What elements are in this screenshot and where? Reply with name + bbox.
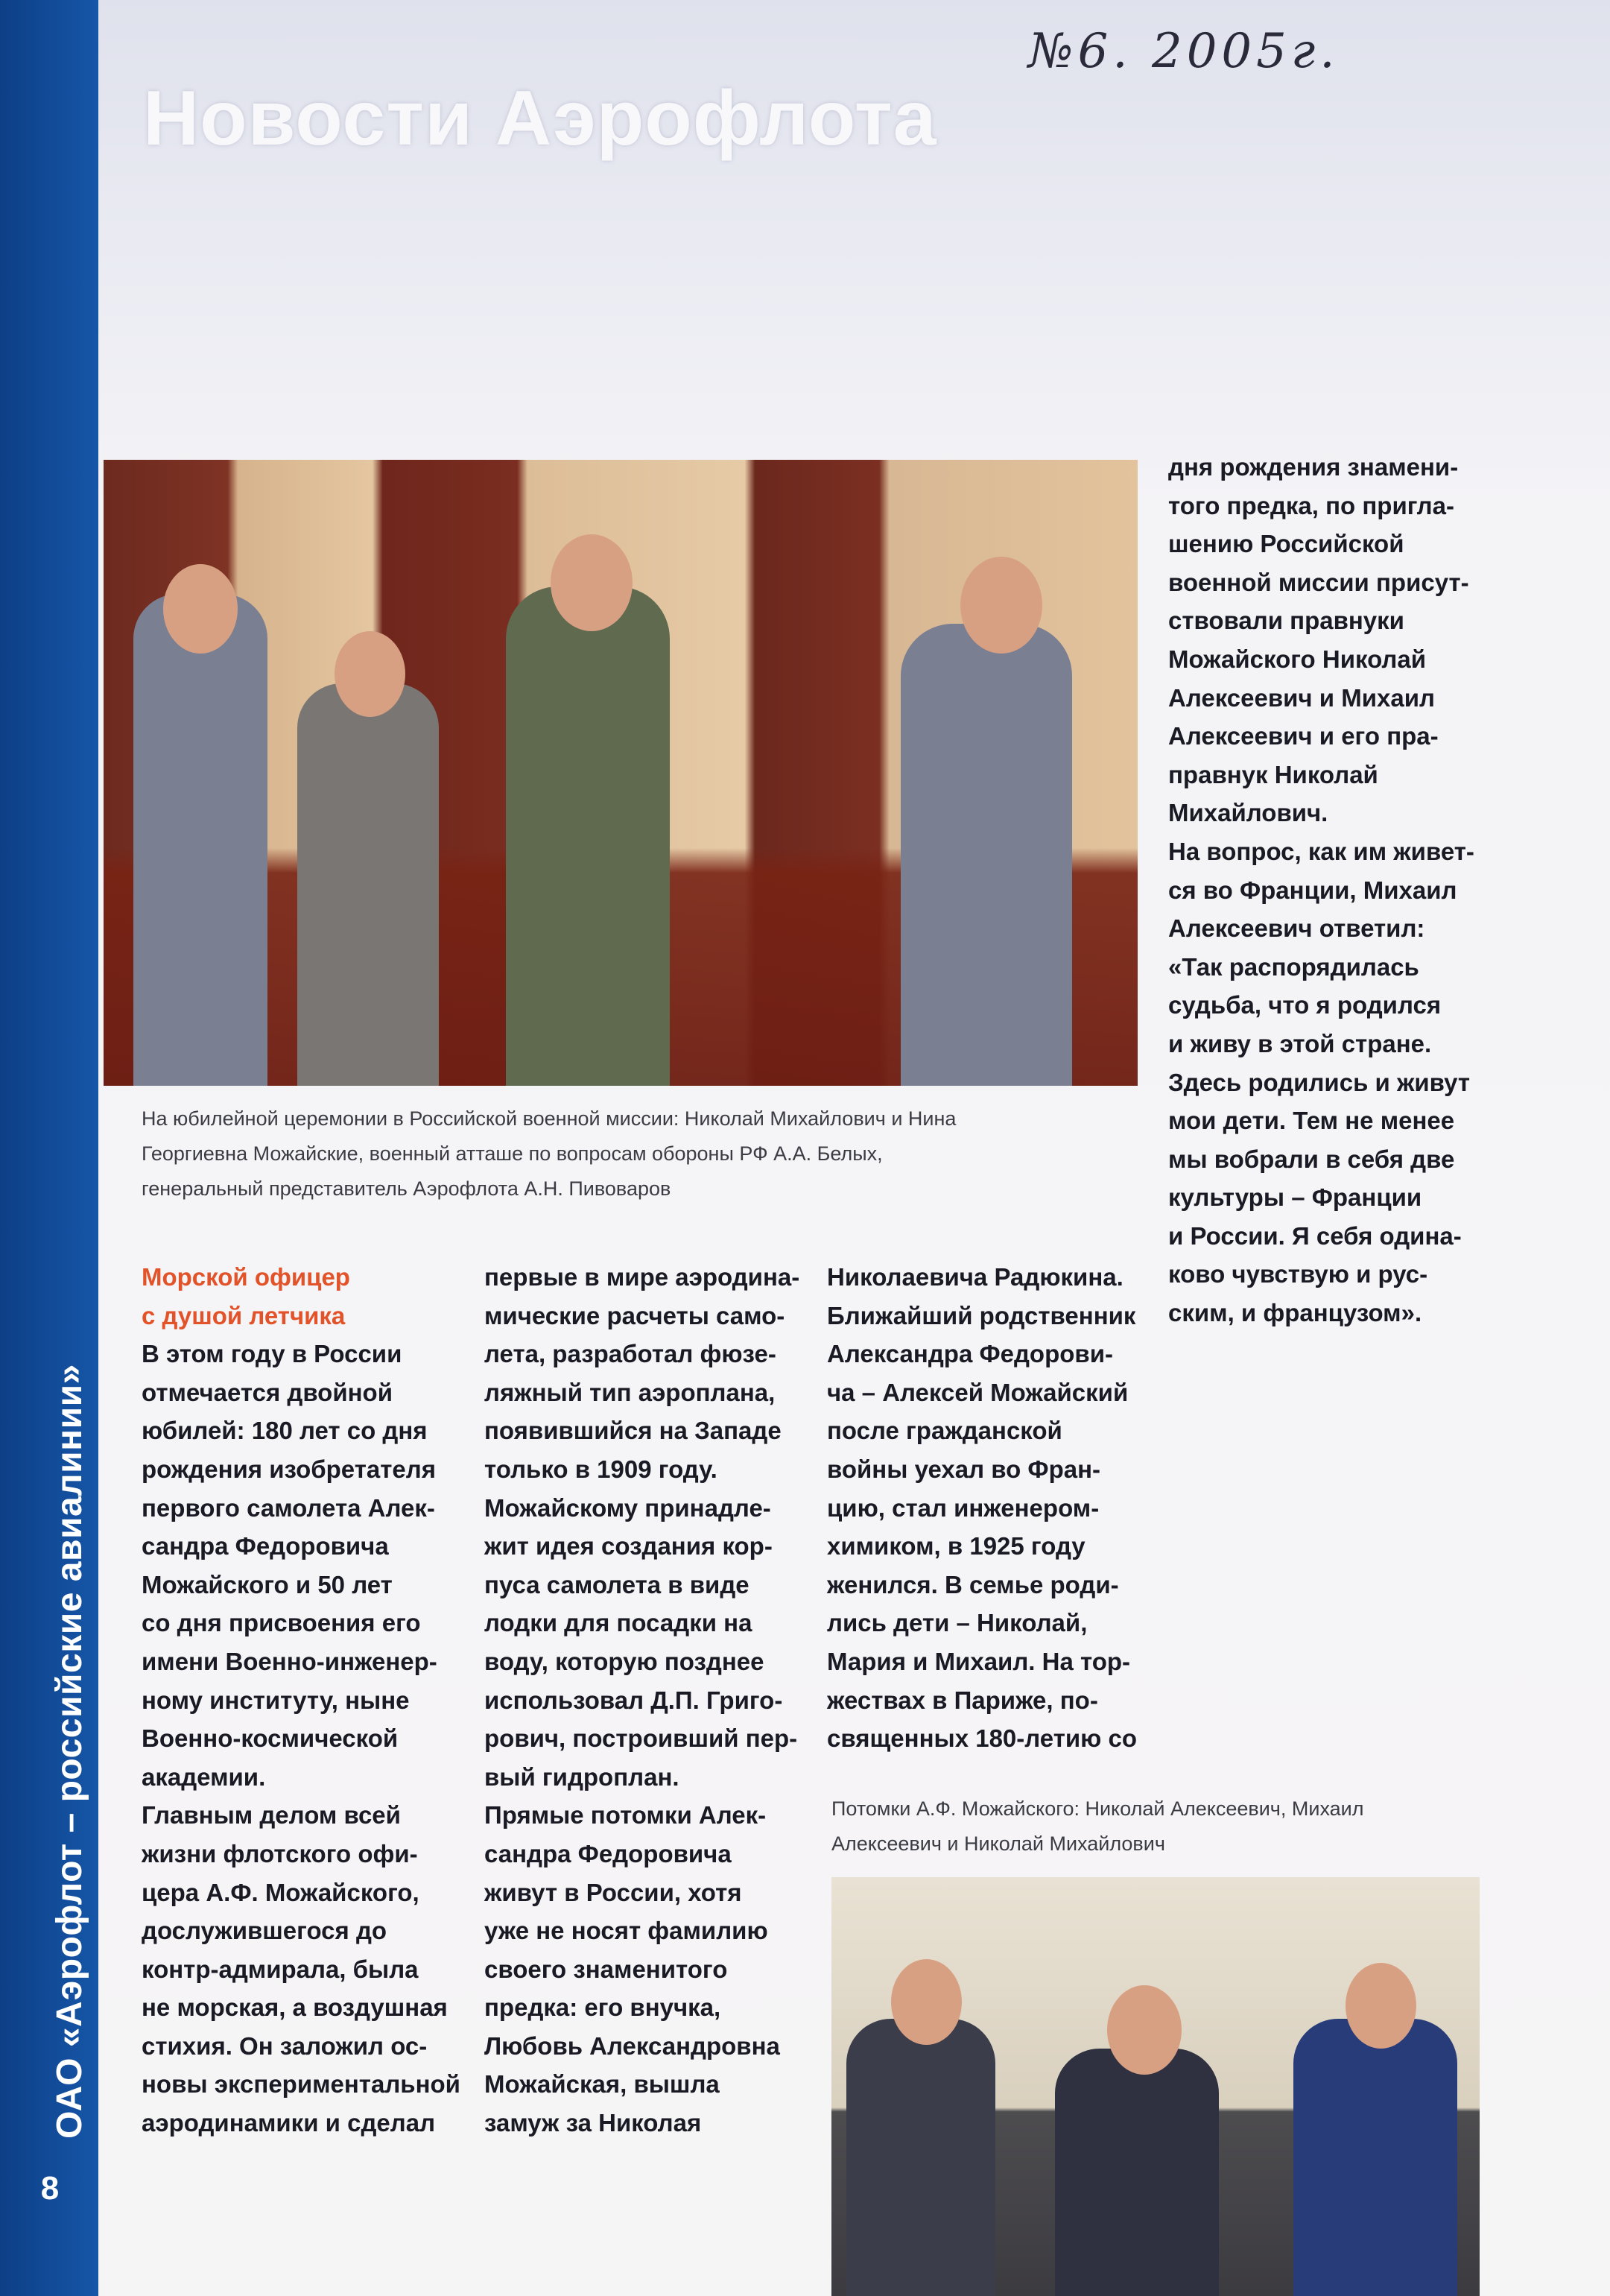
text-line: рович, построивший пер- <box>484 1724 798 1753</box>
text-line: академии. <box>142 1762 266 1791</box>
text-line: Любовь Александровна <box>484 2031 780 2060</box>
text-line: вый гидроплан. <box>484 1762 679 1791</box>
person-silhouette <box>846 2019 995 2296</box>
text-line: Можайского Николай <box>1168 645 1427 673</box>
person-silhouette <box>1293 2019 1457 2296</box>
text-line: дослужившегося до <box>142 1917 387 1945</box>
text-line: культуры – Франции <box>1168 1183 1422 1212</box>
page-number: 8 <box>40 2170 60 2207</box>
photo-2-caption <box>831 1791 1487 1862</box>
text-line: живут в России, хотя <box>484 1878 742 1906</box>
person-face <box>335 631 405 717</box>
text-line: цию, стал инженером- <box>827 1493 1100 1522</box>
text-line: своего знаменитого <box>484 1955 728 1983</box>
text-line: жизни флотского офи- <box>142 1839 418 1868</box>
text-line: ствовали правнуки <box>1168 607 1404 635</box>
text-line: предка: его внучка, <box>484 1993 721 2022</box>
article-column-3 <box>827 1258 1147 1758</box>
text-line: шению Российской <box>1168 530 1404 558</box>
text-line: войны уехал во Фран- <box>827 1455 1101 1483</box>
text-line: лись дети – Николай, <box>827 1609 1088 1637</box>
text-line: новы экспериментальной <box>142 2070 460 2099</box>
text-line: Александра Федорови- <box>827 1340 1113 1368</box>
text-line: Прямые потомки Алек- <box>484 1801 767 1829</box>
descendants-photo <box>831 1877 1480 2296</box>
text-line: первые в мире аэродина- <box>484 1263 800 1291</box>
text-line: после гражданской <box>827 1417 1062 1445</box>
spine-brand-text: ОАО «Аэрофлот – российские авиалинии» <box>50 1364 89 2139</box>
text-line: химиком, в 1925 году <box>827 1532 1086 1560</box>
text-line: рождения изобретателя <box>142 1455 436 1483</box>
text-line: имени Военно-инженер- <box>142 1647 437 1675</box>
text-line: сандра Федоровича <box>484 1839 732 1868</box>
text-line: судьба, что я родился <box>1168 991 1442 1019</box>
text-line: аэродинамики и сделал <box>142 2109 436 2137</box>
text-line: и России. Я себя одина- <box>1168 1221 1462 1250</box>
text-line: «Так распорядилась <box>1168 952 1419 981</box>
person-silhouette <box>1055 2049 1219 2296</box>
person-silhouette <box>133 594 267 1086</box>
text-line: ному институту, ныне <box>142 1686 410 1714</box>
text-line: мические расчеты само- <box>484 1301 785 1329</box>
article-column-2 <box>484 1258 805 2142</box>
person-face <box>891 1959 962 2045</box>
text-line: сандра Федоровича <box>142 1532 389 1560</box>
text-line: замуж за Николая <box>484 2109 702 2137</box>
text-line: ча – Алексей Можайский <box>827 1378 1129 1406</box>
text-line: уже не носят фамилию <box>484 1917 768 1945</box>
caption-line: На юбилейной церемонии в Российской военной миссии: Николай Михайлович и Нина <box>142 1107 957 1130</box>
text-line: жит идея создания кор- <box>484 1532 773 1560</box>
text-line: женился. В семье роди- <box>827 1570 1119 1598</box>
section-title: Новости Аэрофлота <box>143 75 937 162</box>
person-silhouette <box>506 586 670 1086</box>
text-line: и живу в этой стране. <box>1168 1029 1432 1057</box>
text-line: со дня присвоения его <box>142 1609 421 1637</box>
text-line: Алексеевич и Михаил <box>1168 683 1435 712</box>
caption-line: Георгиевна Можайские, военный атташе по вопросам обороны РФ А.А. Белых, <box>142 1142 883 1165</box>
handwritten-note: №6. 2005г. <box>1028 24 1340 79</box>
text-line: того предка, по пригла- <box>1168 491 1454 519</box>
text-line: Мария и Михаил. На тор- <box>827 1647 1131 1675</box>
text-line: священных 180-летию со <box>827 1724 1138 1753</box>
text-line: Можайская, вышла <box>484 2070 720 2099</box>
text-line: На вопрос, как им живет- <box>1168 837 1474 865</box>
text-line: Михайлович. <box>1168 799 1328 827</box>
text-line: стихия. Он заложил ос- <box>142 2031 428 2060</box>
text-line: появившийся на Западе <box>484 1417 782 1445</box>
text-line: пуса самолета в виде <box>484 1570 749 1598</box>
person-face <box>1107 1985 1182 2075</box>
text-line: ским, и французом». <box>1168 1299 1422 1327</box>
text-line: В этом году в России <box>142 1340 402 1368</box>
text-line: военной миссии присут- <box>1168 568 1469 596</box>
text-line: только в 1909 году. <box>484 1455 717 1483</box>
magazine-spine-bar <box>0 0 98 2296</box>
text-line: Можайскому принадле- <box>484 1493 771 1522</box>
text-line: Алексеевич ответил: <box>1168 914 1425 943</box>
text-line: дня рождения знамени- <box>1168 453 1459 481</box>
text-line: юбилей: 180 лет со дня <box>142 1417 428 1445</box>
article-column-1 <box>142 1258 462 2142</box>
text-line: цера А.Ф. Можайского, <box>142 1878 419 1906</box>
caption-line: генеральный представитель Аэрофлота А.Н. Пивоваров <box>142 1177 671 1200</box>
text-line: Главным делом всей <box>142 1801 401 1829</box>
text-line: Николаевича Радюкина. <box>827 1263 1123 1291</box>
caption-line: Алексеевич и Николай Михайлович <box>831 1832 1165 1855</box>
text-line: использовал Д.П. Григо- <box>484 1686 783 1714</box>
text-line: не морская, а воздушная <box>142 1993 448 2022</box>
person-face <box>960 557 1042 654</box>
person-silhouette <box>901 624 1072 1086</box>
article-title-line: с душой летчика <box>142 1301 346 1329</box>
caption-line: Потомки А.Ф. Можайского: Николай Алексеевич, Михаил <box>831 1797 1364 1820</box>
person-face <box>1346 1963 1416 2049</box>
text-line: Ближайший родственник <box>827 1301 1136 1329</box>
text-line: лодки для посадки на <box>484 1609 752 1637</box>
person-face <box>551 534 633 631</box>
text-line: мои дети. Тем не менее <box>1168 1107 1455 1135</box>
text-line: мы вобрали в себя две <box>1168 1145 1455 1173</box>
text-line: контр-адмирала, была <box>142 1955 419 1983</box>
text-line: воду, которую позднее <box>484 1647 764 1675</box>
text-line: Можайского и 50 лет <box>142 1570 393 1598</box>
text-line: Алексеевич и его пра- <box>1168 722 1439 750</box>
text-line: ся во Франции, Михаил <box>1168 876 1457 904</box>
article-title-line: Морской офицер <box>142 1263 350 1291</box>
text-line: лета, разработал фюзе- <box>484 1340 776 1368</box>
text-line: ково чувствую и рус- <box>1168 1260 1428 1288</box>
text-line: Здесь родились и живут <box>1168 1068 1471 1096</box>
person-silhouette <box>297 683 439 1086</box>
text-line: первого самолета Алек- <box>142 1493 435 1522</box>
text-line: жествах в Париже, по- <box>827 1686 1098 1714</box>
person-face <box>163 564 238 654</box>
text-line: отмечается двойной <box>142 1378 393 1406</box>
text-line: правнук Николай <box>1168 760 1378 788</box>
photo-1-caption <box>142 1101 1140 1206</box>
article-column-4 <box>1168 448 1481 1332</box>
text-line: Военно-космической <box>142 1724 399 1753</box>
text-line: ляжный тип аэроплана, <box>484 1378 776 1406</box>
ceremony-photo <box>104 460 1138 1086</box>
